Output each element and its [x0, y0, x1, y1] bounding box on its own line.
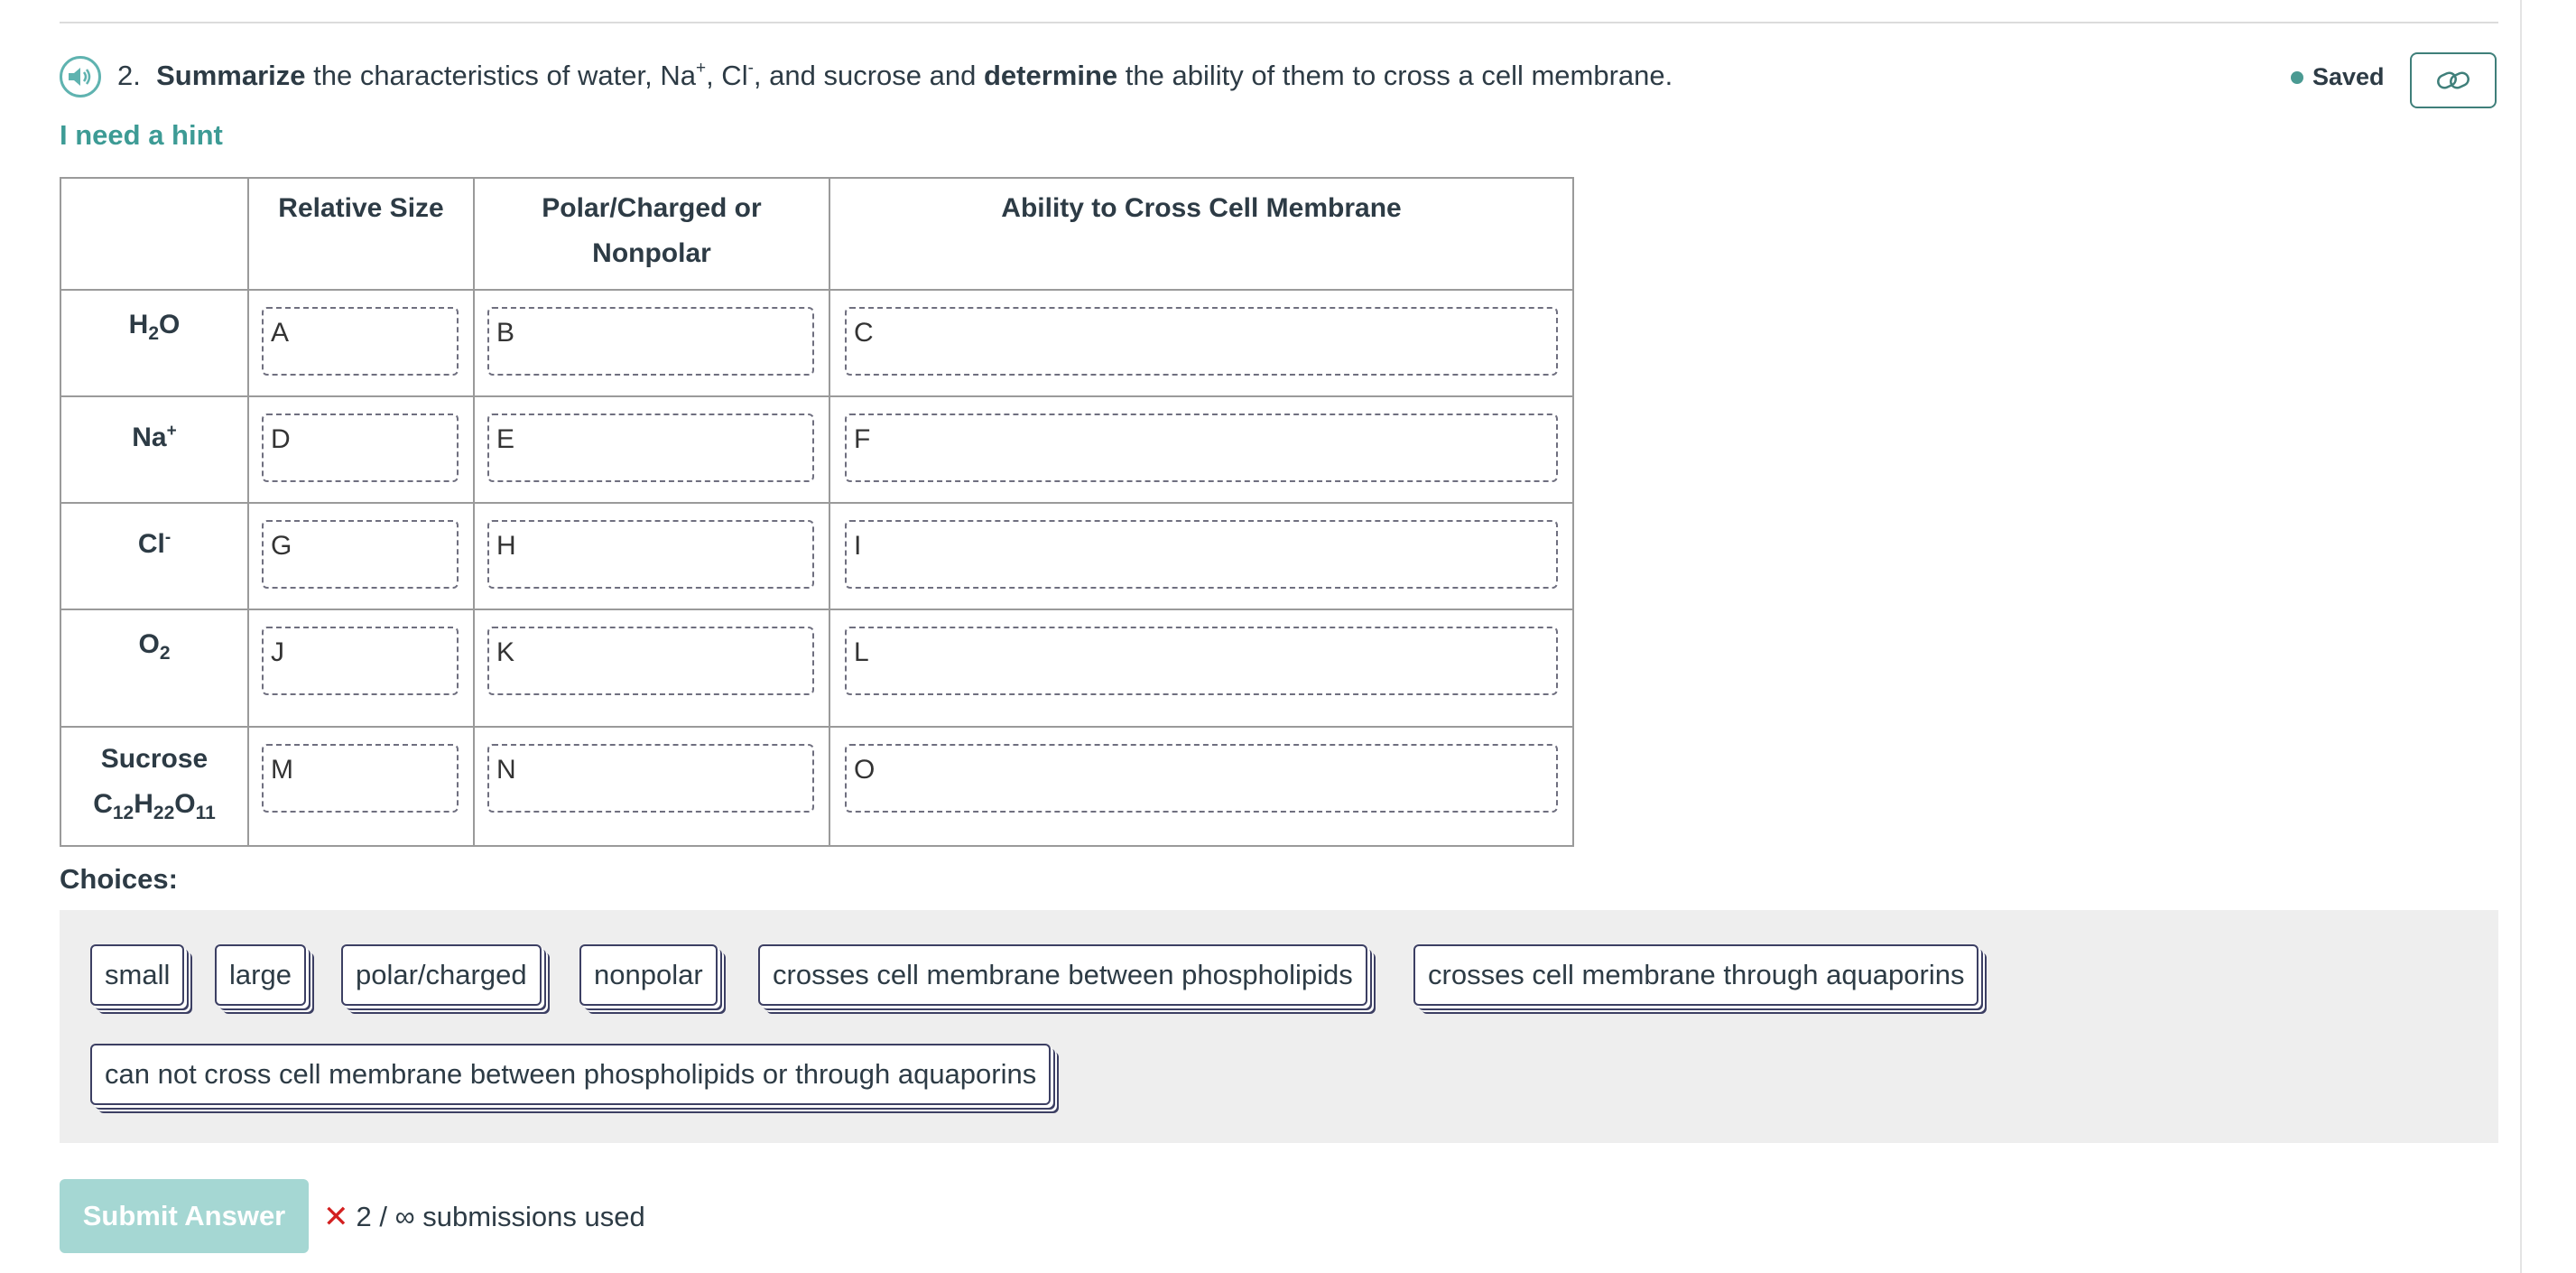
drop-zone-e[interactable]: E [487, 413, 814, 482]
choice-polar-charged[interactable]: polar/charged [341, 944, 542, 1006]
row-label-sucrose [60, 727, 248, 846]
submission-status [323, 1199, 645, 1235]
formula-subscript: 11 [195, 803, 216, 823]
question-verb-determine: determine [983, 60, 1118, 91]
classification-table [60, 177, 1574, 847]
drop-zone-f[interactable]: F [845, 413, 1558, 482]
label-text: O [159, 310, 181, 339]
sucrose-formula [61, 782, 247, 836]
label-text: O [138, 629, 160, 659]
formula-element: H [134, 789, 153, 819]
drop-zone-n[interactable]: N [487, 744, 814, 813]
question-text [117, 58, 1673, 94]
drop-zone-a[interactable]: A [262, 307, 459, 376]
formula-subscript: 22 [153, 803, 175, 823]
label-text: Sucrose [100, 744, 208, 774]
header-polarity: Polar/Charged or Nonpolar [474, 178, 829, 290]
drop-zone-i[interactable]: I [845, 520, 1558, 589]
submit-answer-button[interactable]: Submit Answer [60, 1179, 309, 1253]
choice-nonpolar[interactable]: nonpolar [579, 944, 718, 1006]
x-icon: ✕ [323, 1200, 349, 1234]
drop-zone-m[interactable]: M [262, 744, 459, 813]
question-number: 2. [117, 60, 141, 91]
formula-element: C [93, 789, 113, 819]
choice-large[interactable]: large [215, 944, 306, 1006]
label-text: Cl [137, 529, 165, 559]
row-label-water [60, 290, 248, 396]
header-relative-size: Relative Size [248, 178, 474, 290]
right-divider [2520, 0, 2522, 1273]
drop-zone-g[interactable]: G [262, 520, 459, 589]
choice-small[interactable]: small [90, 944, 184, 1006]
label-text: Na [132, 423, 167, 452]
header-membrane-crossing: Ability to Cross Cell Membrane [829, 178, 1573, 290]
top-divider [60, 22, 2498, 23]
choice-cannot-cross[interactable]: can not cross cell membrane between phospholipids or through aquaporins [90, 1044, 1051, 1105]
question-text-part1: the characteristics of water, Na [305, 60, 696, 91]
drop-zone-o[interactable]: O [845, 744, 1558, 813]
formula-subscript: 12 [112, 803, 134, 823]
label-superscript: - [164, 528, 171, 547]
drop-zone-b[interactable]: B [487, 307, 814, 376]
label-subscript: 2 [159, 643, 171, 664]
drop-zone-k[interactable]: K [487, 627, 814, 695]
label-text: H [128, 310, 149, 339]
drop-zone-l[interactable]: L [845, 627, 1558, 695]
drop-zone-h[interactable]: H [487, 520, 814, 589]
choice-crosses-aquaporins[interactable]: crosses cell membrane through aquaporins [1413, 944, 1978, 1006]
question-verb-summarize: Summarize [156, 60, 306, 91]
formula-element: O [174, 789, 196, 819]
saved-dot-icon [2291, 71, 2303, 84]
label-subscript: 2 [148, 323, 159, 344]
table-row [60, 727, 1573, 846]
question-header [60, 52, 2498, 103]
row-label-oxygen [60, 609, 248, 727]
hint-link[interactable]: I need a hint [60, 119, 223, 151]
saved-status [2291, 63, 2385, 91]
chloride-charge: - [747, 58, 754, 78]
drop-zone-d[interactable]: D [262, 413, 459, 482]
link-icon [2435, 70, 2471, 91]
question-text-part3: , and sucrose and [753, 60, 984, 91]
speaker-icon[interactable] [60, 56, 101, 98]
sodium-charge: + [695, 58, 707, 78]
question-text-part4: the ability of them to cross a cell membrane. [1117, 60, 1673, 91]
row-label-chloride [60, 503, 248, 609]
saved-label: Saved [2312, 63, 2385, 90]
table-row [60, 609, 1573, 727]
header-empty [60, 178, 248, 290]
choice-crosses-phospholipids[interactable]: crosses cell membrane between phospholipids [758, 944, 1367, 1006]
row-label-sodium [60, 396, 248, 503]
table-row [60, 503, 1573, 609]
table-row [60, 290, 1573, 396]
submissions-used-text: 2 / ∞ submissions used [356, 1201, 645, 1232]
drop-zone-j[interactable]: J [262, 627, 459, 695]
table-row [60, 396, 1573, 503]
choices-area [60, 910, 2498, 1143]
label-superscript: + [166, 422, 177, 441]
copy-link-button[interactable] [2410, 52, 2497, 108]
choices-label: Choices: [60, 863, 178, 895]
question-text-part2: , Cl [706, 60, 748, 91]
drop-zone-c[interactable]: C [845, 307, 1558, 376]
